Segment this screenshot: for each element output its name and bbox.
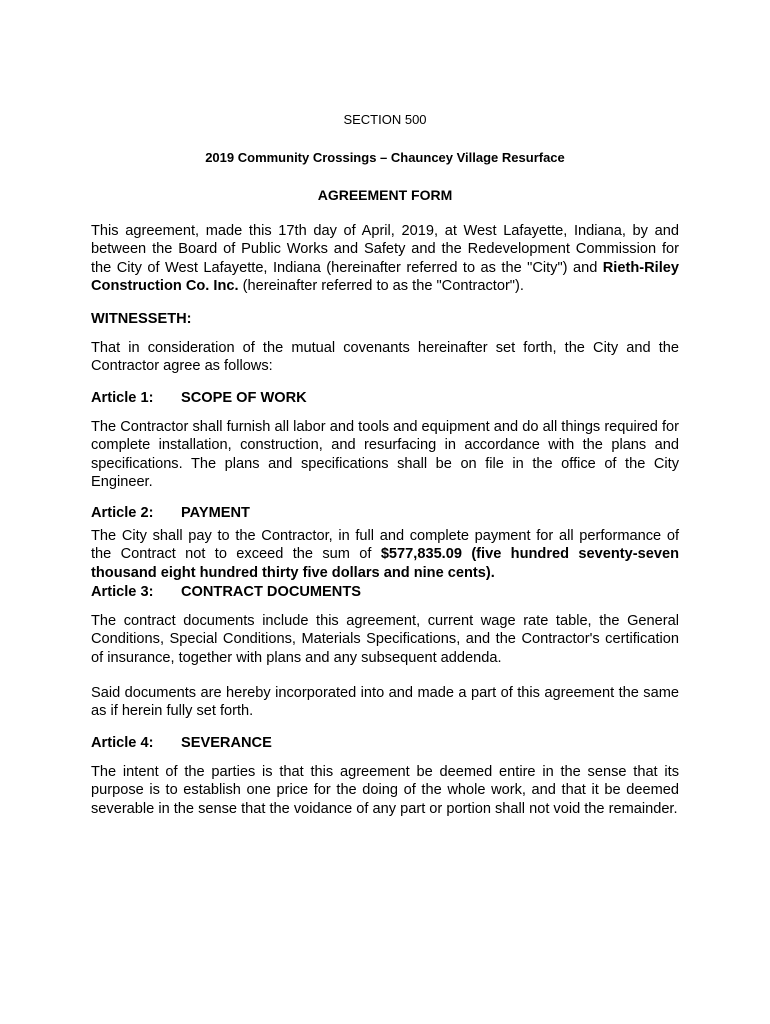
witnesseth-heading: WITNESSETH: (91, 311, 192, 327)
contract-amount: $577,835.09 (five hundred seventy-seven thousand eight hundred thirty five dollars and nine cents). (91, 546, 679, 581)
contractor-name: Rieth-Riley Construction Co. Inc. (91, 259, 679, 295)
witnesseth-paragraph: That in consideration of the mutual covenants hereinafter set forth, the City and the Contractor agree as follows: (91, 340, 679, 375)
article-1-heading (91, 390, 307, 406)
article-4-title: SEVERANCE (181, 735, 272, 751)
article-1-paragraph: The Contractor shall furnish all labor and tools and equipment and do all things required for complete installation, construction, and resurfacing in accordance with the plans and specifications. The plans and specifications shall be on file in the office of the City Engineer. (91, 419, 679, 491)
article-3-number: Article 3: (91, 584, 154, 600)
article-1-title: SCOPE OF WORK (181, 390, 307, 406)
intro-text-part1: This agreement, made this 17th day of April, 2019, at West Lafayette, Indiana, by and between the Board of Public Works and Safety and the Redevelopment Commission for the City of West Lafayette, Indiana (hereinafter referred to as the "City") and (91, 223, 679, 276)
article-2-text: The City shall pay to the Contractor, in full and complete payment for all performance of the Contract not to exceed the sum of (91, 528, 679, 563)
form-title: AGREEMENT FORM (317, 187, 453, 203)
section-label: SECTION 500 (343, 112, 427, 127)
article-4-number: Article 4: (91, 735, 154, 751)
article-2-paragraph (91, 527, 679, 582)
intro-paragraph (91, 222, 679, 296)
article-2-title: PAYMENT (181, 505, 250, 521)
article-3-paragraph-2: Said documents are hereby incorporated into and made a part of this agreement the same as if herein fully set forth. (91, 685, 679, 720)
article-3-title: CONTRACT DOCUMENTS (181, 584, 361, 600)
project-title: 2019 Community Crossings – Chauncey Village Resurface (205, 150, 565, 165)
article-4-paragraph: The intent of the parties is that this agreement be deemed entire in the sense that its purpose is to establish one price for the doing of the whole work, and that it be deemed severable in the sense that the voidance of any part or portion shall not void the remainder. (91, 764, 679, 817)
article-3-paragraph-1: The contract documents include this agreement, current wage rate table, the General Conditions, Special Conditions, Materials Specifications, and the Contractor's certification of insurance, together with plans and any subsequent addenda. (91, 613, 679, 666)
article-4-heading (91, 735, 272, 751)
article-2-heading (91, 505, 250, 521)
article-3-heading (91, 584, 361, 600)
article-2-number: Article 2: (91, 505, 154, 521)
article-1-number: Article 1: (91, 390, 154, 406)
intro-text-part2: (hereinafter referred to as the "Contractor"). (238, 278, 524, 295)
